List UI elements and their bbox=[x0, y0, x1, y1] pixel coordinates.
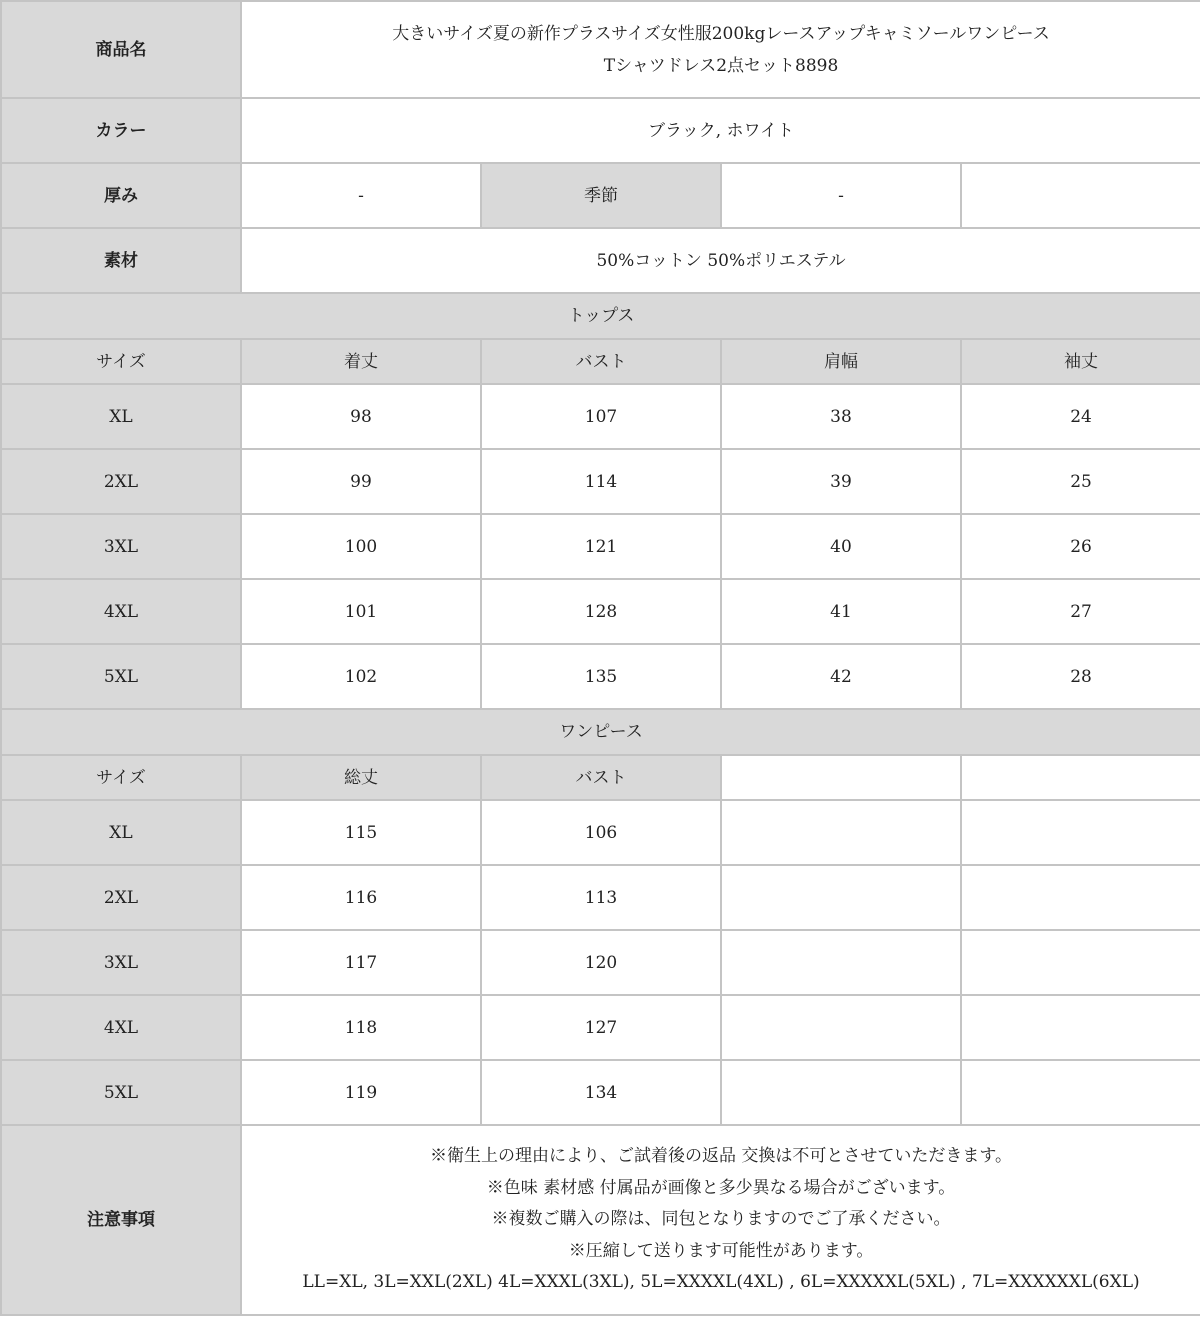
empty-cell bbox=[961, 865, 1200, 930]
table-row bbox=[1, 1060, 1200, 1125]
color-value: ブラック, ホワイト bbox=[241, 98, 1200, 163]
onepiece-header-size: サイズ bbox=[1, 755, 241, 800]
table-cell: 41 bbox=[721, 579, 961, 644]
notes-line: LL=XL, 3L=XXL(2XL) 4L=XXXL(3XL), 5L=XXXXL(4XL) , 6L=XXXXXL(5XL) , 7L=XXXXXXL(6XL) bbox=[302, 1272, 1140, 1293]
table-row bbox=[1, 800, 1200, 865]
table-row bbox=[1, 514, 1200, 579]
material-label: 素材 bbox=[1, 228, 241, 293]
size-cell: 2XL bbox=[1, 449, 241, 514]
table-cell: 99 bbox=[241, 449, 481, 514]
empty-cell bbox=[721, 865, 961, 930]
tops-section-header bbox=[1, 293, 1200, 339]
color-label: カラー bbox=[1, 98, 241, 163]
empty-cell bbox=[961, 755, 1200, 800]
tops-header-size: サイズ bbox=[1, 339, 241, 384]
size-cell: XL bbox=[1, 384, 241, 449]
table-cell: 115 bbox=[241, 800, 481, 865]
product-name-line: 大きいサイズ夏の新作プラスサイズ女性服200kgレースアップキャミソールワンピース bbox=[392, 23, 1050, 44]
notes-row bbox=[1, 1125, 1200, 1315]
empty-cell bbox=[721, 995, 961, 1060]
empty-cell bbox=[961, 930, 1200, 995]
table-row bbox=[1, 384, 1200, 449]
table-cell: 106 bbox=[481, 800, 721, 865]
tops-header-sleeve: 袖丈 bbox=[961, 339, 1200, 384]
size-cell: 4XL bbox=[1, 995, 241, 1060]
table-cell: 38 bbox=[721, 384, 961, 449]
product-name-value bbox=[241, 1, 1200, 98]
table-cell: 98 bbox=[241, 384, 481, 449]
product-name-row bbox=[1, 1, 1200, 98]
size-cell: XL bbox=[1, 800, 241, 865]
table-cell: 121 bbox=[481, 514, 721, 579]
onepiece-section-header bbox=[1, 709, 1200, 755]
onepiece-header-bust: バスト bbox=[481, 755, 721, 800]
table-cell: 27 bbox=[961, 579, 1200, 644]
table-cell: 40 bbox=[721, 514, 961, 579]
onepiece-column-headers bbox=[1, 755, 1200, 800]
table-row bbox=[1, 579, 1200, 644]
empty-cell bbox=[961, 163, 1200, 228]
notes-line: ※圧縮して送ります可能性があります。 bbox=[568, 1240, 874, 1261]
size-cell: 5XL bbox=[1, 1060, 241, 1125]
thickness-season-row bbox=[1, 163, 1200, 228]
product-name-line: Tシャツドレス2点セット8898 bbox=[603, 55, 839, 76]
size-cell: 5XL bbox=[1, 644, 241, 709]
table-cell: 117 bbox=[241, 930, 481, 995]
table-cell: 39 bbox=[721, 449, 961, 514]
size-cell: 4XL bbox=[1, 579, 241, 644]
material-row bbox=[1, 228, 1200, 293]
season-label: 季節 bbox=[481, 163, 721, 228]
table-row bbox=[1, 865, 1200, 930]
season-value: - bbox=[721, 163, 961, 228]
table-row bbox=[1, 449, 1200, 514]
tops-header-length: 着丈 bbox=[241, 339, 481, 384]
product-name-label: 商品名 bbox=[1, 1, 241, 98]
table-cell: 24 bbox=[961, 384, 1200, 449]
table-cell: 28 bbox=[961, 644, 1200, 709]
notes-line: ※複数ご購入の際は、同包となりますのでご了承ください。 bbox=[491, 1209, 951, 1230]
table-cell: 114 bbox=[481, 449, 721, 514]
table-row bbox=[1, 930, 1200, 995]
table-cell: 118 bbox=[241, 995, 481, 1060]
notes-label: 注意事項 bbox=[1, 1125, 241, 1315]
table-cell: 107 bbox=[481, 384, 721, 449]
table-cell: 135 bbox=[481, 644, 721, 709]
tops-column-headers bbox=[1, 339, 1200, 384]
table-cell: 25 bbox=[961, 449, 1200, 514]
table-row bbox=[1, 644, 1200, 709]
table-cell: 127 bbox=[481, 995, 721, 1060]
table-cell: 113 bbox=[481, 865, 721, 930]
table-cell: 134 bbox=[481, 1060, 721, 1125]
notes-content bbox=[241, 1125, 1200, 1315]
thickness-value: - bbox=[241, 163, 481, 228]
table-cell: 102 bbox=[241, 644, 481, 709]
onepiece-title: ワンピース bbox=[1, 709, 1200, 755]
empty-cell bbox=[961, 995, 1200, 1060]
tops-header-shoulder: 肩幅 bbox=[721, 339, 961, 384]
table-cell: 26 bbox=[961, 514, 1200, 579]
material-value: 50%コットン 50%ポリエステル bbox=[241, 228, 1200, 293]
color-row bbox=[1, 98, 1200, 163]
notes-line: ※色味 素材感 付属品が画像と多少異なる場合がございます。 bbox=[486, 1177, 956, 1198]
table-cell: 42 bbox=[721, 644, 961, 709]
table-cell: 119 bbox=[241, 1060, 481, 1125]
empty-cell bbox=[721, 800, 961, 865]
onepiece-header-length: 総丈 bbox=[241, 755, 481, 800]
table-cell: 128 bbox=[481, 579, 721, 644]
size-cell: 2XL bbox=[1, 865, 241, 930]
table-cell: 100 bbox=[241, 514, 481, 579]
table-cell: 116 bbox=[241, 865, 481, 930]
table-cell: 101 bbox=[241, 579, 481, 644]
thickness-label: 厚み bbox=[1, 163, 241, 228]
table-row bbox=[1, 995, 1200, 1060]
tops-header-bust: バスト bbox=[481, 339, 721, 384]
notes-line: ※衛生上の理由により、ご試着後の返品 交換は不可とさせていただきます。 bbox=[430, 1146, 1013, 1167]
empty-cell bbox=[961, 1060, 1200, 1125]
empty-cell bbox=[721, 1060, 961, 1125]
size-cell: 3XL bbox=[1, 930, 241, 995]
size-cell: 3XL bbox=[1, 514, 241, 579]
table-cell: 120 bbox=[481, 930, 721, 995]
empty-cell bbox=[961, 800, 1200, 865]
empty-cell bbox=[721, 755, 961, 800]
tops-title: トップス bbox=[1, 293, 1200, 339]
empty-cell bbox=[721, 930, 961, 995]
